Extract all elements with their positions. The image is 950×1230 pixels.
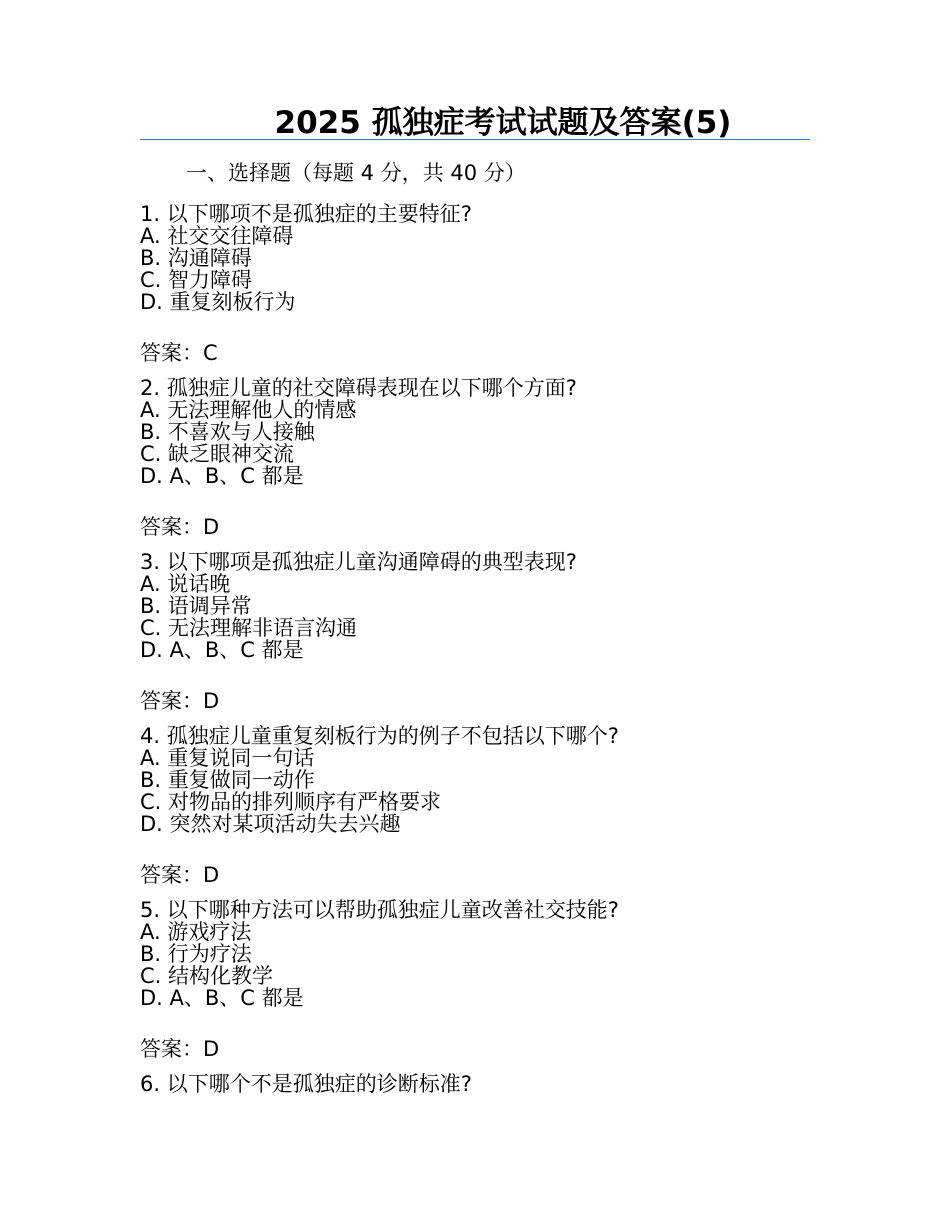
answer-line: 答案：D (140, 1037, 220, 1061)
question-stem: 5. 以下哪种方法可以帮助孤独症儿童改善社交技能? (140, 898, 619, 922)
option-a: A. 无法理解他人的情感 (140, 398, 357, 422)
option-c: C. 结构化教学 (140, 964, 274, 988)
option-b: B. 行为疗法 (140, 942, 252, 966)
option-a: A. 说话晚 (140, 572, 231, 596)
option-a: A. 社交交往障碍 (140, 224, 294, 248)
answer-line: 答案：D (140, 863, 220, 887)
option-d: D. A、B、C 都是 (140, 464, 304, 488)
option-d: D. 重复刻板行为 (140, 290, 296, 314)
question-3 (140, 551, 840, 716)
question-stem: 1. 以下哪项不是孤独症的主要特征? (140, 202, 472, 226)
question-4 (140, 725, 840, 890)
option-b: B. 语调异常 (140, 594, 252, 618)
option-a: A. 重复说同一句话 (140, 746, 315, 770)
option-d: D. 突然对某项活动失去兴趣 (140, 812, 401, 836)
question-stem: 6. 以下哪个不是孤独症的诊断标准? (140, 1072, 472, 1096)
option-d: D. A、B、C 都是 (140, 986, 304, 1010)
option-a: A. 游戏疗法 (140, 920, 252, 944)
title-underline (140, 139, 810, 140)
option-c: C. 缺乏眼神交流 (140, 442, 295, 466)
question-1 (140, 203, 840, 368)
question-6 (140, 1073, 840, 1095)
option-b: B. 不喜欢与人接触 (140, 420, 315, 444)
option-b: B. 重复做同一动作 (140, 768, 315, 792)
option-c: C. 对物品的排列顺序有严格要求 (140, 790, 442, 814)
option-c: C. 无法理解非语言沟通 (140, 616, 358, 640)
option-c: C. 智力障碍 (140, 268, 253, 292)
question-stem: 4. 孤独症儿童重复刻板行为的例子不包括以下哪个? (140, 724, 619, 748)
question-5 (140, 899, 840, 1064)
answer-line: 答案：D (140, 515, 220, 539)
answer-line: 答案：D (140, 689, 220, 713)
question-2 (140, 377, 840, 542)
question-stem: 3. 以下哪项是孤独症儿童沟通障碍的典型表现? (140, 550, 577, 574)
option-d: D. A、B、C 都是 (140, 638, 304, 662)
question-stem: 2. 孤独症儿童的社交障碍表现在以下哪个方面? (140, 376, 577, 400)
option-b: B. 沟通障碍 (140, 246, 252, 270)
document-title: 2025 孤独症考试试题及答案(5) (274, 105, 732, 141)
section-heading: 一、选择题（每题 4 分，共 40 分） (186, 161, 526, 185)
answer-line: 答案：C (140, 341, 218, 365)
